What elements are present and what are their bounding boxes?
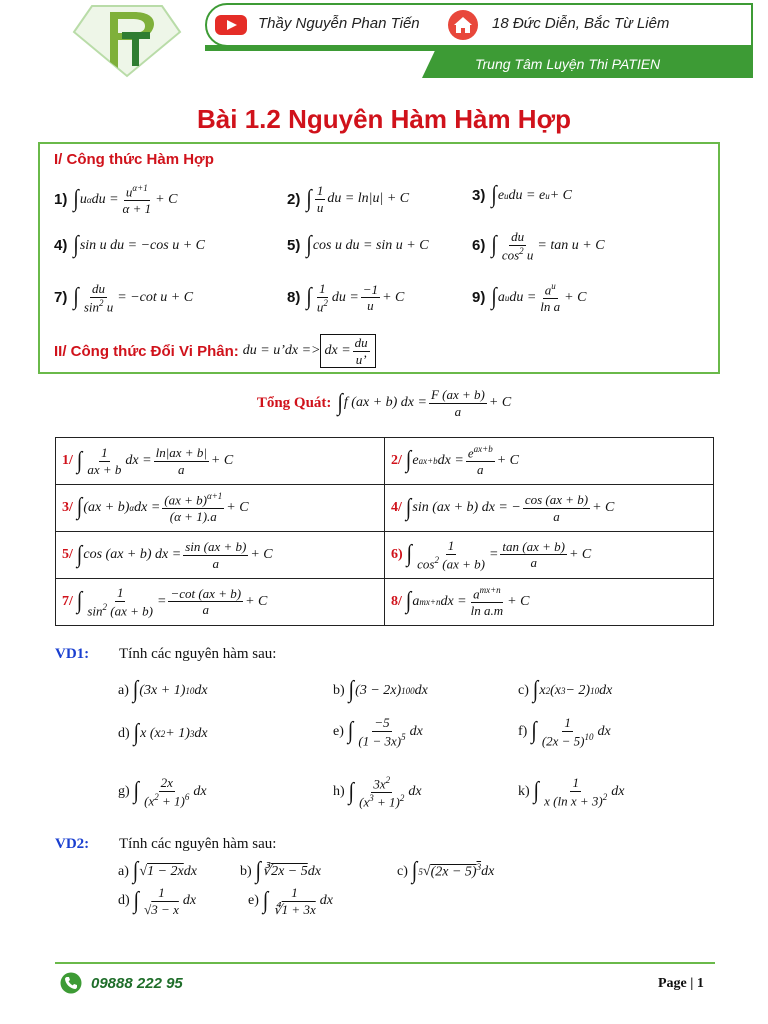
vd2-label: VD2:	[55, 836, 90, 852]
formula-6	[472, 230, 605, 262]
table-cell	[385, 532, 714, 579]
formula-1	[54, 184, 177, 216]
formula-expression: ∫ cos u du = sin u + C	[306, 231, 429, 259]
table-cell	[56, 438, 385, 485]
vd2-exercise-c: c) ∫ 5 √ $(2x - 5)^3$ dx	[397, 857, 495, 885]
vd1-exercise-k: k) ∫ $\frac{1}{x (\ln x + 3)^2}$ dx	[518, 775, 625, 808]
table-number: 5/	[62, 547, 73, 562]
vd2-exercise-e: e) ∫ $\frac{1}{∜1 + 3x}$ dx	[248, 885, 333, 917]
vd2-exercise-a: a) ∫ √ 1 − 2x dx	[118, 857, 197, 885]
exercise-label: b)	[240, 863, 252, 879]
formula-9	[472, 282, 586, 314]
formula-number: 7)	[54, 289, 68, 307]
exercise-label: a)	[118, 682, 129, 698]
exercise-label: g)	[118, 783, 130, 799]
formula-number: 4)	[54, 237, 68, 254]
teacher-name: Thầy Nguyễn Phan Tiến	[258, 15, 420, 32]
vd1-exercise-g: g) ∫ $\frac{2x}{(x^2 + 1)^6}$ dx	[118, 775, 207, 808]
vd1-exercise-f: f) ∫ $\frac{1}{(2x - 5)^{10}}$ dx	[518, 715, 611, 748]
formula-expression: ∫ e u du = e u + C	[491, 181, 573, 209]
differential-formula	[54, 334, 376, 368]
exercise-label: d)	[118, 893, 130, 909]
page-title: Bài 1.2 Nguyên Hàm Hàm Hợp	[197, 104, 571, 134]
table-number: 3/	[62, 499, 73, 515]
formula-3	[472, 181, 573, 209]
formula-expression: ∫ a mx+n dx = $\frac{a^{mx+n}}{\text{ln a.m}}$ + C	[405, 585, 530, 619]
formula-expression: ∫ a u du = $\frac{a^u}{\text{ln a}}$ + C	[491, 281, 587, 314]
patien-logo	[62, 2, 192, 78]
exercise-label: c)	[518, 682, 529, 698]
exercise-label: k)	[518, 783, 530, 799]
vd1-exercise-a: a) ∫ (3x + 1) 10 dx	[118, 676, 208, 704]
formula-expression: ∫ $\frac{1}{u}$ du = ln|u| + C	[306, 183, 410, 215]
formula-expression: ∫ f (ax + b) dx = $\frac{F (ax + b)}{a}$ + C	[337, 387, 512, 419]
formula-5	[287, 231, 429, 259]
general-label: Tổng Quát:	[256, 394, 332, 411]
table-row	[56, 485, 714, 532]
table-number: 2/	[391, 452, 402, 468]
table-number: 7/	[62, 593, 73, 609]
table-row	[56, 532, 714, 579]
vd1-exercise-d: d) ∫ x (x 2 + 1) 3 dx	[118, 719, 208, 747]
formula-number: 5)	[287, 237, 301, 254]
vd1-instruction: Tính các nguyên hàm sau:	[119, 646, 277, 662]
table-number: 1/	[62, 453, 73, 468]
exercise-label: e)	[333, 723, 344, 739]
formula-expression: ∫ (ax + b) α dx = $\frac{(ax + b)^{\alpha+1}}{(\alpha + 1).a}$ + C	[76, 491, 249, 525]
formula-expression: ∫ sin (ax + b) dx = − $\frac{\cos (ax + b)}{a}$ + C	[405, 491, 615, 524]
table-cell	[385, 438, 714, 485]
address: 18 Đức Diễn, Bắc Từ Liêm	[492, 15, 670, 32]
vd1-label: VD1:	[55, 646, 90, 662]
table-row	[56, 579, 714, 626]
exercise-label: h)	[333, 784, 345, 800]
table-cell	[56, 579, 385, 626]
formula-7	[54, 282, 193, 314]
home-icon	[447, 9, 479, 41]
formula-number: 2)	[287, 190, 301, 208]
footer-rule	[55, 962, 715, 964]
exercise-label: a)	[118, 863, 129, 879]
vd2-exercise-d: d) ∫ $\frac{1}{√3 - x}$ dx	[118, 885, 197, 917]
formula-2	[287, 184, 409, 214]
formula-expression: ∫ sin u du = −cos u + C	[73, 231, 206, 259]
formula-table	[55, 437, 714, 626]
section2-heading: II/ Công thức Đổi Vi Phân:	[54, 342, 239, 360]
page-number: Page | 1	[658, 976, 704, 991]
formula-expression: ∫ u α du = $\frac{u^{\alpha+1}}{\alpha + 1}$ + C	[73, 183, 178, 216]
vd1-exercise-b: b) ∫ (3 − 2x) 100 dx	[333, 676, 428, 704]
phone-number: 09888 222 95	[91, 975, 183, 992]
phone-icon	[60, 972, 82, 994]
formula-4	[54, 231, 206, 259]
exercise-label: e)	[248, 893, 259, 909]
general-formula	[0, 388, 768, 418]
formula-expression: ∫ $\frac{du}{\cos^2 u}$ = tan u + C	[491, 229, 605, 262]
exercise-label: f)	[518, 723, 528, 739]
vd2-exercise-b: b) ∫ ∛ 2x − 5 dx	[240, 857, 321, 885]
formula-8	[287, 282, 404, 314]
formula-expression: du = u’dx => dx = $\frac{du}{u’}$	[243, 334, 376, 368]
center-name: Trung Tâm Luyện Thi PATIEN	[475, 56, 661, 72]
formula-number: 1)	[54, 191, 68, 209]
formula-number: 3)	[472, 187, 486, 204]
vd1-exercise-c: c) ∫ x 2 (x 3 − 2) 10 dx	[518, 676, 613, 704]
table-cell	[56, 485, 385, 532]
table-cell	[385, 485, 714, 532]
formula-number: 9)	[472, 289, 486, 307]
formula-expression: ∫ $\frac{1}{u^2}$ du = $\frac{-1}{u}$ + C	[306, 281, 405, 314]
table-cell	[385, 579, 714, 626]
youtube-icon	[214, 14, 248, 36]
table-number: 6)	[391, 546, 403, 562]
vd1-exercise-h: h) ∫ $\frac{3x^2}{(x^3 + 1)^2}$ dx	[333, 775, 422, 810]
formula-expression: ∫ $\frac{du}{\sin^2 u}$ = −cot u + C	[73, 281, 194, 314]
formula-expression: ∫ cos (ax + b) dx = $\frac{\sin (ax + b)}{a}$ + C	[76, 538, 273, 571]
formula-expression: ∫ e ax+b dx = $\frac{e^{ax+b}}{a}$ + C	[405, 444, 519, 478]
formula-expression: ∫ $\frac{1}{\sin^2 (ax + b)}$ = $\frac{-\cot (ax + b)}{a}$ + C	[76, 585, 268, 619]
exercise-label: b)	[333, 682, 345, 698]
formula-expression: ∫ $\frac{1}{\cos^2 (ax + b)}$ = $\frac{\tan (ax + b)}{a}$ + C	[406, 538, 592, 572]
table-number: 4/	[391, 500, 402, 515]
exercise-label: c)	[397, 863, 408, 879]
formula-number: 6)	[472, 237, 486, 255]
formula-number: 8)	[287, 289, 301, 307]
exercise-label: d)	[118, 725, 130, 741]
table-row	[56, 438, 714, 485]
vd2-instruction: Tính các nguyên hàm sau:	[119, 836, 277, 852]
vd1-exercise-e: e) ∫ $\frac{-5}{(1 - 3x)^5}$ dx	[333, 715, 423, 748]
table-cell	[56, 532, 385, 579]
section1-heading: I/ Công thức Hàm Hợp	[54, 151, 214, 168]
formula-expression: ∫ $\frac{1}{ax + b}$ dx = $\frac{\ln|ax + b|}{a}$ + C	[76, 444, 234, 477]
table-number: 8/	[391, 593, 402, 609]
